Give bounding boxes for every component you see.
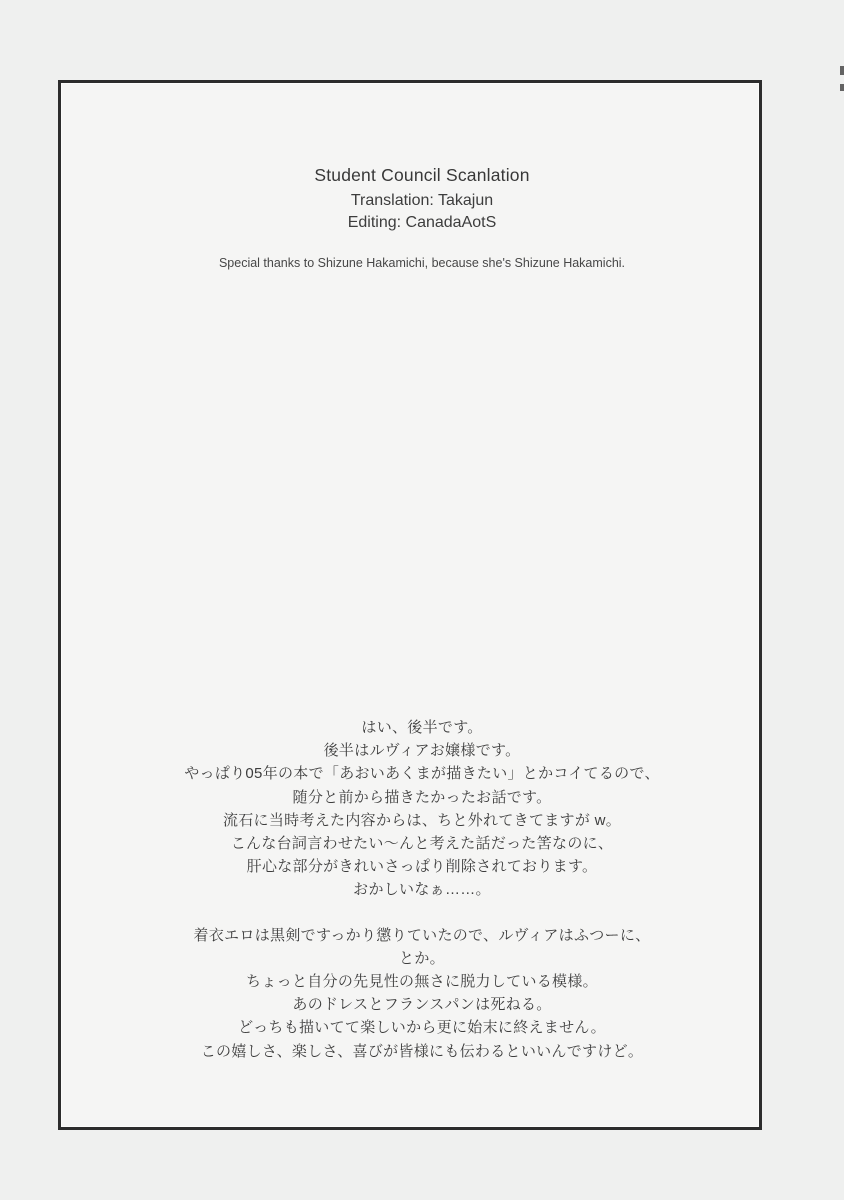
afterword-line: はい、後半です。	[361, 719, 483, 736]
afterword-line: 流石に当時考えた内容からは、ちと外れてきてますが w。	[222, 811, 622, 829]
afterword-paragraph	[0, 924, 844, 1063]
afterword-line: 着衣エロは黒剣ですっかり懲りていたので、ルヴィアはふつーに、	[193, 926, 651, 944]
afterword-line: この嬉しさ、楽しさ、喜びが皆様にも伝わるといいんですけど。	[200, 1042, 644, 1060]
afterword-line: 後半はルヴィアお嬢様です。	[323, 742, 521, 760]
translation-credit: Translation: Takajun	[350, 192, 494, 209]
afterword-line: おかしいなぁ……。	[353, 881, 491, 899]
scanlation-group-name: Student Council Scanlation	[314, 165, 530, 185]
scanlation-credits	[0, 164, 844, 272]
afterword-line: とか。	[399, 949, 445, 967]
afterword-line: こんな台詞言わせたい〜んと考えた話だった筈なのに、	[230, 835, 614, 853]
special-thanks-note: Special thanks to Shizune Hakamichi, because she's Shizune Hakamichi.	[218, 256, 626, 270]
scan-artifact	[840, 66, 844, 75]
afterword-line: 随分と前から描きたかったお話です。	[292, 788, 552, 806]
scan-artifact	[840, 84, 844, 91]
author-afterword	[0, 716, 844, 1063]
afterword-line: ちょっと自分の先見性の無さに脱力している模様。	[246, 973, 598, 991]
afterword-paragraph	[0, 716, 844, 902]
afterword-line: やっぱり05年の本で「あおいあくまが描きたい」とかコイてるので、	[184, 765, 660, 783]
editing-credit: Editing: CanadaAotS	[347, 214, 497, 231]
afterword-line: どっちも描いてて楽しいから更に始末に終えません。	[238, 1019, 606, 1037]
afterword-line: あのドレスとフランスパンは死ねる。	[292, 996, 552, 1014]
afterword-line: 肝心な部分がきれいさっぱり削除されております。	[246, 858, 598, 876]
